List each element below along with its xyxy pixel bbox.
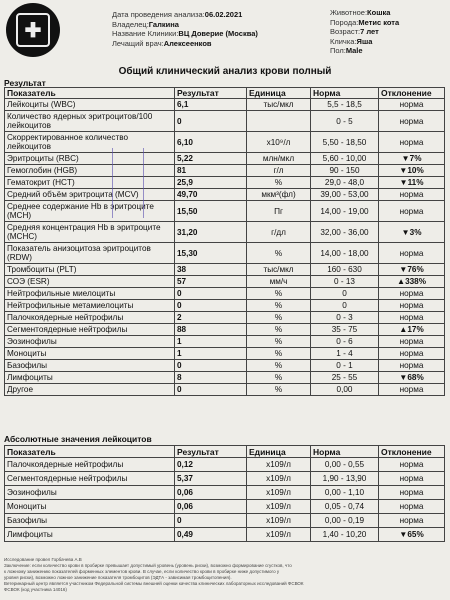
row-deviation: норма xyxy=(379,348,445,360)
pen-mark xyxy=(112,148,144,218)
row-norm: 0 xyxy=(311,300,379,312)
row-norm: 14,00 - 18,00 xyxy=(311,243,379,264)
row-norm: 0,00 xyxy=(311,384,379,396)
row-unit: % xyxy=(247,384,311,396)
row-unit: х109/л xyxy=(247,500,311,514)
row-unit: % xyxy=(247,336,311,348)
row-norm: 29,0 - 48,0 xyxy=(311,177,379,189)
row-norm: 1,40 - 10,20 xyxy=(311,528,379,542)
row-name: Базофилы xyxy=(5,514,175,528)
row-value: 0,12 xyxy=(175,458,247,472)
row-unit: мм/ч xyxy=(247,276,311,288)
col-header: Отклонение xyxy=(379,88,445,99)
row-deviation: норма xyxy=(379,300,445,312)
row-name: Базофилы xyxy=(5,360,175,372)
row-unit: г/дл xyxy=(247,222,311,243)
row-deviation: норма xyxy=(379,288,445,300)
row-deviation: норма xyxy=(379,201,445,222)
row-value: 81 xyxy=(175,165,247,177)
row-unit: тыс/мкл xyxy=(247,99,311,111)
row-unit xyxy=(247,111,311,132)
row-value: 0,49 xyxy=(175,528,247,542)
row-value: 6,10 xyxy=(175,132,247,153)
row-norm: 1 - 4 xyxy=(311,348,379,360)
row-value: 5,22 xyxy=(175,153,247,165)
report-meta-right xyxy=(330,8,445,56)
row-deviation: норма xyxy=(379,458,445,472)
row-value: 6,1 xyxy=(175,99,247,111)
row-unit: мкм³(фл) xyxy=(247,189,311,201)
row-deviation: ▼68% xyxy=(379,372,445,384)
row-value: 1 xyxy=(175,336,247,348)
row-norm: 14,00 - 19,00 xyxy=(311,201,379,222)
row-deviation: ▲17% xyxy=(379,324,445,336)
row-norm: 0,00 - 0,55 xyxy=(311,458,379,472)
row-name: СОЭ (ESR) xyxy=(5,276,175,288)
row-deviation: норма xyxy=(379,111,445,132)
row-value: 5,37 xyxy=(175,472,247,486)
row-name: Лимфоциты xyxy=(5,528,175,542)
footer-line: Заключение: если количество крови в пробирке превышает допустимый уровень (уровень риски), возможно формирование сгустков, что xyxy=(4,563,292,568)
footer-line: Исследование провел Горбачева А.В xyxy=(4,557,82,562)
table-row xyxy=(5,189,445,201)
row-name: Моноциты xyxy=(5,348,175,360)
row-value: 0 xyxy=(175,384,247,396)
row-unit: % xyxy=(247,372,311,384)
row-deviation: норма xyxy=(379,472,445,486)
footer-line: ФСВОК (код участника 14016) xyxy=(4,587,67,592)
clinic-logo-icon: ✚ xyxy=(6,3,60,57)
row-name: Скорректированное количество лейкоцитов xyxy=(5,132,175,153)
row-value: 15,50 xyxy=(175,201,247,222)
nickname: Кличка:Яша xyxy=(330,36,373,46)
row-unit: % xyxy=(247,312,311,324)
row-name: Показатель анизоцитоза эритроцитов (RDW) xyxy=(5,243,175,264)
row-value: 0 xyxy=(175,514,247,528)
row-deviation: норма xyxy=(379,189,445,201)
table-row xyxy=(5,288,445,300)
row-norm: 0 - 6 xyxy=(311,336,379,348)
table-row xyxy=(5,514,445,528)
row-norm: 0 xyxy=(311,288,379,300)
row-value: 31,20 xyxy=(175,222,247,243)
table-row xyxy=(5,222,445,243)
row-value: 57 xyxy=(175,276,247,288)
report-meta-left xyxy=(112,10,302,48)
row-norm: 5,50 - 18,50 xyxy=(311,132,379,153)
table-row xyxy=(5,99,445,111)
doctor: Лечащий врач:Алексеенков xyxy=(112,38,212,48)
row-value: 2 xyxy=(175,312,247,324)
row-unit: % xyxy=(247,243,311,264)
row-unit: х109/л xyxy=(247,514,311,528)
row-unit: Пг xyxy=(247,201,311,222)
row-deviation: ▼7% xyxy=(379,153,445,165)
row-name: Сегментоядерные нейтрофилы xyxy=(5,324,175,336)
abs-heading: Абсолютные значения лейкоцитов xyxy=(4,434,152,444)
col-header: Показатель xyxy=(5,446,175,458)
row-name: Средний объём эритроцита (MCV) xyxy=(5,189,175,201)
table-row xyxy=(5,324,445,336)
row-value: 0 xyxy=(175,360,247,372)
row-unit: % xyxy=(247,300,311,312)
table-row xyxy=(5,360,445,372)
table-row xyxy=(5,312,445,324)
row-name: Гематокрит (HCT) xyxy=(5,177,175,189)
table-row xyxy=(5,111,445,132)
footer-line: уровня риски), возможно ложное занижение показателя тромбоцитов (ЭДТА - зависимая тромбоцитопения). xyxy=(4,575,232,580)
col-header: Отклонение xyxy=(379,446,445,458)
result-heading: Результат xyxy=(4,78,46,88)
animal: Животное:Кошка xyxy=(330,8,391,17)
row-norm: 39,00 - 53,00 xyxy=(311,189,379,201)
row-deviation: норма xyxy=(379,486,445,500)
row-norm: 25 - 55 xyxy=(311,372,379,384)
row-name: Лейкоциты (WBC) xyxy=(5,99,175,111)
sex: Пол:Male xyxy=(330,46,363,55)
clinic-name: Название Клиники:ВЦ Доверие (Москва) xyxy=(112,29,258,38)
row-unit: х109/л xyxy=(247,486,311,500)
col-header: Результат xyxy=(175,446,247,458)
row-value: 38 xyxy=(175,264,247,276)
table-row xyxy=(5,177,445,189)
row-norm: 0,00 - 1,10 xyxy=(311,486,379,500)
row-name: Тромбоциты (PLT) xyxy=(5,264,175,276)
abs-table xyxy=(4,445,445,542)
row-name: Количество ядерных эритроцитов/100 лейкоцитов xyxy=(5,111,175,132)
table-row xyxy=(5,500,445,514)
row-unit: % xyxy=(247,324,311,336)
owner: Владелец:Галкина xyxy=(112,19,179,29)
col-header: Норма xyxy=(311,446,379,458)
footer-line: Ветеринарный центр является участником Федеральной системы внешней оценки качества клинических лабораторных исследований ФСВОК xyxy=(4,581,304,586)
row-deviation: норма xyxy=(379,500,445,514)
row-value: 25,9 xyxy=(175,177,247,189)
result-table xyxy=(4,87,445,396)
row-name: Среднее содержание Hb в эритроците (MCH) xyxy=(5,201,175,222)
row-value: 88 xyxy=(175,324,247,336)
row-unit: х109/л xyxy=(247,472,311,486)
row-norm: 90 - 150 xyxy=(311,165,379,177)
row-name: Моноциты xyxy=(5,500,175,514)
row-name: Средняя концентрация Hb в эритроците (MCHC) xyxy=(5,222,175,243)
row-value: 0 xyxy=(175,300,247,312)
row-norm: 160 - 630 xyxy=(311,264,379,276)
row-name: Другое xyxy=(5,384,175,396)
row-value: 8 xyxy=(175,372,247,384)
row-norm: 35 - 75 xyxy=(311,324,379,336)
row-unit: г/л xyxy=(247,165,311,177)
row-deviation: норма xyxy=(379,360,445,372)
row-unit: млн/мкл xyxy=(247,153,311,165)
row-deviation: ▲338% xyxy=(379,276,445,288)
row-name: Нейтрофильные миелоциты xyxy=(5,288,175,300)
row-norm: 0 - 13 xyxy=(311,276,379,288)
analysis-date: Дата проведения анализа:06.02.2021 xyxy=(112,10,243,19)
row-name: Эритроциты (RBC) xyxy=(5,153,175,165)
row-unit: х109/л xyxy=(247,458,311,472)
table-row xyxy=(5,201,445,222)
row-name: Лимфоциты xyxy=(5,372,175,384)
breed: Порода:Метис кота xyxy=(330,17,400,27)
col-header: Результат xyxy=(175,88,247,99)
row-unit: тыс/мкл xyxy=(247,264,311,276)
age: Возраст:7 лет xyxy=(330,27,379,36)
row-unit: % xyxy=(247,177,311,189)
row-norm: 0 - 3 xyxy=(311,312,379,324)
row-deviation: ▼10% xyxy=(379,165,445,177)
table-row xyxy=(5,528,445,542)
row-norm: 0 - 1 xyxy=(311,360,379,372)
row-deviation: норма xyxy=(379,514,445,528)
col-header: Норма xyxy=(311,88,379,99)
row-name: Гемоглобин (HGB) xyxy=(5,165,175,177)
row-norm: 0,00 - 0,19 xyxy=(311,514,379,528)
row-norm: 1,90 - 13,90 xyxy=(311,472,379,486)
row-unit: % xyxy=(247,288,311,300)
row-deviation: норма xyxy=(379,336,445,348)
table-row xyxy=(5,348,445,360)
table-row xyxy=(5,165,445,177)
row-norm: 0,05 - 0,74 xyxy=(311,500,379,514)
row-norm: 5,5 - 18,5 xyxy=(311,99,379,111)
row-value: 0,06 xyxy=(175,500,247,514)
row-deviation: ▼76% xyxy=(379,264,445,276)
col-header: Единица xyxy=(247,88,311,99)
row-deviation: норма xyxy=(379,384,445,396)
table-row xyxy=(5,276,445,288)
row-name: Эозинофилы xyxy=(5,486,175,500)
row-deviation: норма xyxy=(379,243,445,264)
col-header: Показатель xyxy=(5,88,175,99)
table-row xyxy=(5,458,445,472)
row-norm: 32,00 - 36,00 xyxy=(311,222,379,243)
col-header: Единица xyxy=(247,446,311,458)
row-deviation: ▼11% xyxy=(379,177,445,189)
table-row xyxy=(5,384,445,396)
row-deviation: ▼65% xyxy=(379,528,445,542)
table-row xyxy=(5,486,445,500)
row-deviation: ▼3% xyxy=(379,222,445,243)
row-value: 49,70 xyxy=(175,189,247,201)
row-value: 15,30 xyxy=(175,243,247,264)
row-deviation: норма xyxy=(379,99,445,111)
row-norm: 5,60 - 10,00 xyxy=(311,153,379,165)
row-deviation: норма xyxy=(379,312,445,324)
row-norm: 0 - 5 xyxy=(311,111,379,132)
row-name: Палочкоядерные нейтрофилы xyxy=(5,458,175,472)
row-deviation: норма xyxy=(379,132,445,153)
row-unit: х109/л xyxy=(247,528,311,542)
row-value: 0 xyxy=(175,111,247,132)
table-row xyxy=(5,153,445,165)
table-row xyxy=(5,132,445,153)
table-row xyxy=(5,336,445,348)
footer-line: к ложному занижению показателей форменных элементов крови. В случае, если количество крови в пробирке ниже допустимого у xyxy=(4,569,280,574)
row-value: 1 xyxy=(175,348,247,360)
row-name: Палочкоядерные нейтрофилы xyxy=(5,312,175,324)
row-unit: % xyxy=(247,360,311,372)
table-row xyxy=(5,472,445,486)
row-name: Нейтрофильные метамиелоциты xyxy=(5,300,175,312)
row-name: Сегментоядерные нейтрофилы xyxy=(5,472,175,486)
row-value: 0,06 xyxy=(175,486,247,500)
row-unit: % xyxy=(247,348,311,360)
table-row xyxy=(5,243,445,264)
table-row xyxy=(5,372,445,384)
table-row xyxy=(5,264,445,276)
report-footer xyxy=(4,557,444,593)
row-unit: х10⁹/л xyxy=(247,132,311,153)
row-name: Эозинофилы xyxy=(5,336,175,348)
report-title: Общий клинический анализ крови полный xyxy=(118,66,332,77)
row-value: 0 xyxy=(175,288,247,300)
table-row xyxy=(5,300,445,312)
